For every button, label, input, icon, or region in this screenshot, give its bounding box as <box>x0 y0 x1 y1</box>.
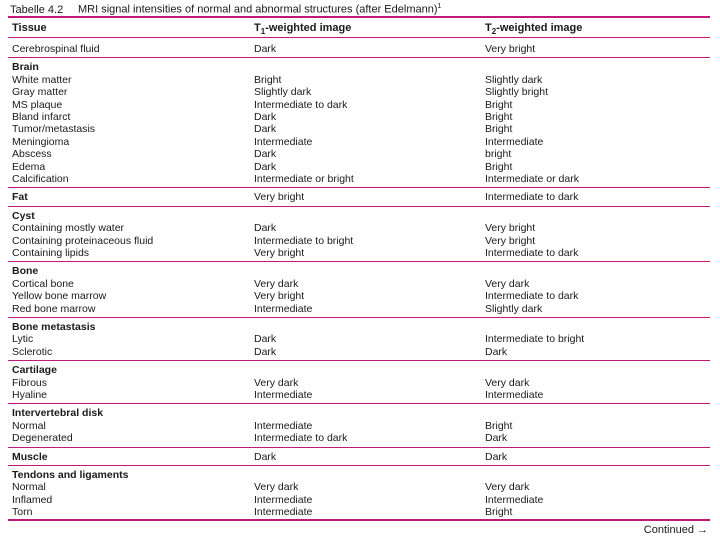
header-tissue: Tissue <box>12 22 47 34</box>
table-row <box>0 494 720 506</box>
table-row <box>0 333 720 345</box>
group-heading <box>0 321 720 333</box>
t2-cell: Intermediate to dark <box>485 247 579 259</box>
t1-cell: Dark <box>254 160 277 173</box>
group-t2-value: Dark <box>485 450 508 463</box>
t2-cell: Intermediate <box>485 135 544 148</box>
tissue-cell: Hyaline <box>12 389 48 401</box>
group-divider <box>8 261 710 262</box>
t1-cell: Slightly dark <box>254 86 312 99</box>
table-row <box>0 222 720 234</box>
t1-cell: Intermediate <box>254 302 313 315</box>
t2-cell: Bright <box>485 419 513 432</box>
t1-cell: Intermediate <box>254 389 313 401</box>
table-label: Tabelle 4.2 <box>10 3 64 16</box>
table-row <box>0 43 720 55</box>
group-heading <box>0 265 720 277</box>
t1-cell: Intermediate to dark <box>254 98 348 111</box>
group-t1-value: Very bright <box>254 191 305 204</box>
table-row <box>0 303 720 315</box>
table-title: MRI signal intensities of normal and abnormal structures (after Edelmann) <box>78 3 438 16</box>
tissue-cell: Yellow bone marrow <box>12 290 107 303</box>
tissue-cell: Degenerated <box>12 432 73 445</box>
t1-cell: Intermediate or bright <box>254 173 354 185</box>
tissue-cell: MS plaque <box>12 98 63 111</box>
table-row <box>0 247 720 259</box>
t1-cell: Intermediate <box>254 506 313 519</box>
tissue-cell: White matter <box>12 73 72 86</box>
group-heading-label: Intervertebral disk <box>12 407 104 420</box>
table-row <box>0 346 720 358</box>
group-heading-label: Fat <box>12 191 28 204</box>
table-row <box>0 173 720 185</box>
t2-cell: Very dark <box>485 481 530 494</box>
tissue-cell: Lytic <box>12 333 34 346</box>
group-heading-label: Muscle <box>12 450 48 463</box>
table-row <box>0 86 720 98</box>
header-t1-sub: 1 <box>260 27 266 37</box>
tissue-cell: Edema <box>12 160 46 173</box>
table-row <box>0 389 720 401</box>
t2-cell: Bright <box>485 111 513 123</box>
table-row <box>0 290 720 302</box>
tissue-cell: Tumor/metastasis <box>12 123 96 136</box>
t2-cell: Very dark <box>485 376 530 389</box>
tissue-cell: Gray matter <box>12 86 68 99</box>
t2-cell: Dark <box>485 345 508 358</box>
t2-cell: Intermediate or dark <box>485 173 579 185</box>
group-heading <box>0 469 720 481</box>
t2-cell: Slightly dark <box>485 73 543 86</box>
t1-cell: Dark <box>254 345 277 358</box>
t1-cell: Very bright <box>254 247 305 259</box>
group-divider <box>8 206 710 207</box>
tissue-cell: Fibrous <box>12 376 48 389</box>
footnote-mark: 1 <box>437 3 442 10</box>
tissue-cell: Calcification <box>12 173 69 185</box>
table-row <box>0 123 720 135</box>
t1-cell: Very dark <box>254 481 299 494</box>
bottom-rule <box>8 519 710 521</box>
table-row <box>0 235 720 247</box>
header-t1-suffix: -weighted image <box>265 22 352 34</box>
group-t1-value: Dark <box>254 450 277 463</box>
table-row <box>0 377 720 389</box>
group-heading <box>0 364 720 376</box>
t2-cell: Very bright <box>485 43 536 55</box>
group-heading-label: Tendons and ligaments <box>12 469 129 481</box>
t1-cell: Intermediate <box>254 135 313 148</box>
tissue-cell: Meningioma <box>12 135 70 148</box>
tissue-cell: Cortical bone <box>12 277 74 290</box>
t1-cell: Dark <box>254 123 277 136</box>
t1-cell: Intermediate to dark <box>254 432 348 445</box>
table-row <box>0 161 720 173</box>
t2-cell: Very bright <box>485 222 536 235</box>
table-row <box>0 506 720 518</box>
table-row <box>0 148 720 160</box>
t1-cell: Dark <box>254 333 277 346</box>
group-heading-label: Bone metastasis <box>12 321 96 333</box>
t1-cell: Dark <box>254 222 277 235</box>
header-t2-sub: 2 <box>491 27 497 37</box>
t2-cell: Slightly dark <box>485 302 543 315</box>
group-heading-label: Cyst <box>12 209 35 222</box>
table-row <box>0 99 720 111</box>
tissue-cell: Containing lipids <box>12 247 90 259</box>
t1-cell: Dark <box>254 43 277 55</box>
group-heading <box>0 61 720 73</box>
tissue-cell: Containing proteinaceous fluid <box>12 234 154 247</box>
t1-cell: Intermediate <box>254 493 313 506</box>
t1-cell: Bright <box>254 73 282 86</box>
group-divider <box>8 447 710 448</box>
t2-cell: bright <box>485 148 512 161</box>
tissue-cell: Red bone marrow <box>12 302 96 315</box>
group-heading <box>0 210 720 222</box>
t1-cell: Very dark <box>254 277 299 290</box>
t2-cell: Intermediate <box>485 493 544 506</box>
t1-cell: Intermediate to bright <box>254 234 354 247</box>
tissue-cell: Bland infarct <box>12 111 71 123</box>
t2-cell: Bright <box>485 160 513 173</box>
header-t2-suffix: -weighted image <box>496 22 583 34</box>
table-row <box>0 420 720 432</box>
t2-cell: Bright <box>485 98 513 111</box>
group-heading-label: Cartilage <box>12 364 57 377</box>
table-row <box>0 136 720 148</box>
tissue-cell: Inflamed <box>12 493 53 506</box>
t1-cell: Very bright <box>254 290 305 303</box>
t2-cell: Bright <box>485 506 513 519</box>
tissue-cell: Containing mostly water <box>12 222 125 235</box>
tissue-cell: Sclerotic <box>12 345 53 358</box>
group-heading <box>0 191 720 203</box>
table-row <box>0 74 720 86</box>
t2-cell: Very dark <box>485 277 530 290</box>
tissue-cell: Abscess <box>12 148 52 161</box>
t1-cell: Dark <box>254 111 277 123</box>
tissue-cell: Cerebrospinal fluid <box>12 43 100 55</box>
header-t2-prefix: T <box>485 22 492 34</box>
group-divider <box>8 360 710 361</box>
table-row <box>0 481 720 493</box>
group-heading <box>0 407 720 419</box>
tissue-cell: Torn <box>12 506 33 519</box>
t1-cell: Very dark <box>254 376 299 389</box>
tissue-cell: Normal <box>12 419 46 432</box>
tissue-cell: Normal <box>12 481 46 494</box>
group-divider <box>8 187 710 188</box>
group-heading-label: Brain <box>12 61 39 74</box>
t2-cell: Intermediate to bright <box>485 333 585 346</box>
continued-note: Continued → <box>643 524 708 536</box>
group-divider <box>8 465 710 466</box>
t2-cell: Dark <box>485 432 508 445</box>
t2-cell: Bright <box>485 123 513 136</box>
t1-cell: Dark <box>254 148 277 161</box>
t2-cell: Intermediate <box>485 389 544 401</box>
group-t2-value: Intermediate to dark <box>485 191 579 204</box>
group-divider <box>8 317 710 318</box>
table-row <box>0 111 720 123</box>
t2-cell: Intermediate to dark <box>485 290 579 303</box>
group-divider <box>8 403 710 404</box>
t2-cell: Slightly bright <box>485 86 549 99</box>
group-heading-label: Bone <box>12 265 39 278</box>
table-row <box>0 432 720 444</box>
t1-cell: Intermediate <box>254 419 313 432</box>
header-t1-prefix: T <box>254 22 261 34</box>
t2-cell: Very bright <box>485 234 536 247</box>
group-heading <box>0 451 720 463</box>
group-divider <box>8 57 710 58</box>
table-row <box>0 278 720 290</box>
